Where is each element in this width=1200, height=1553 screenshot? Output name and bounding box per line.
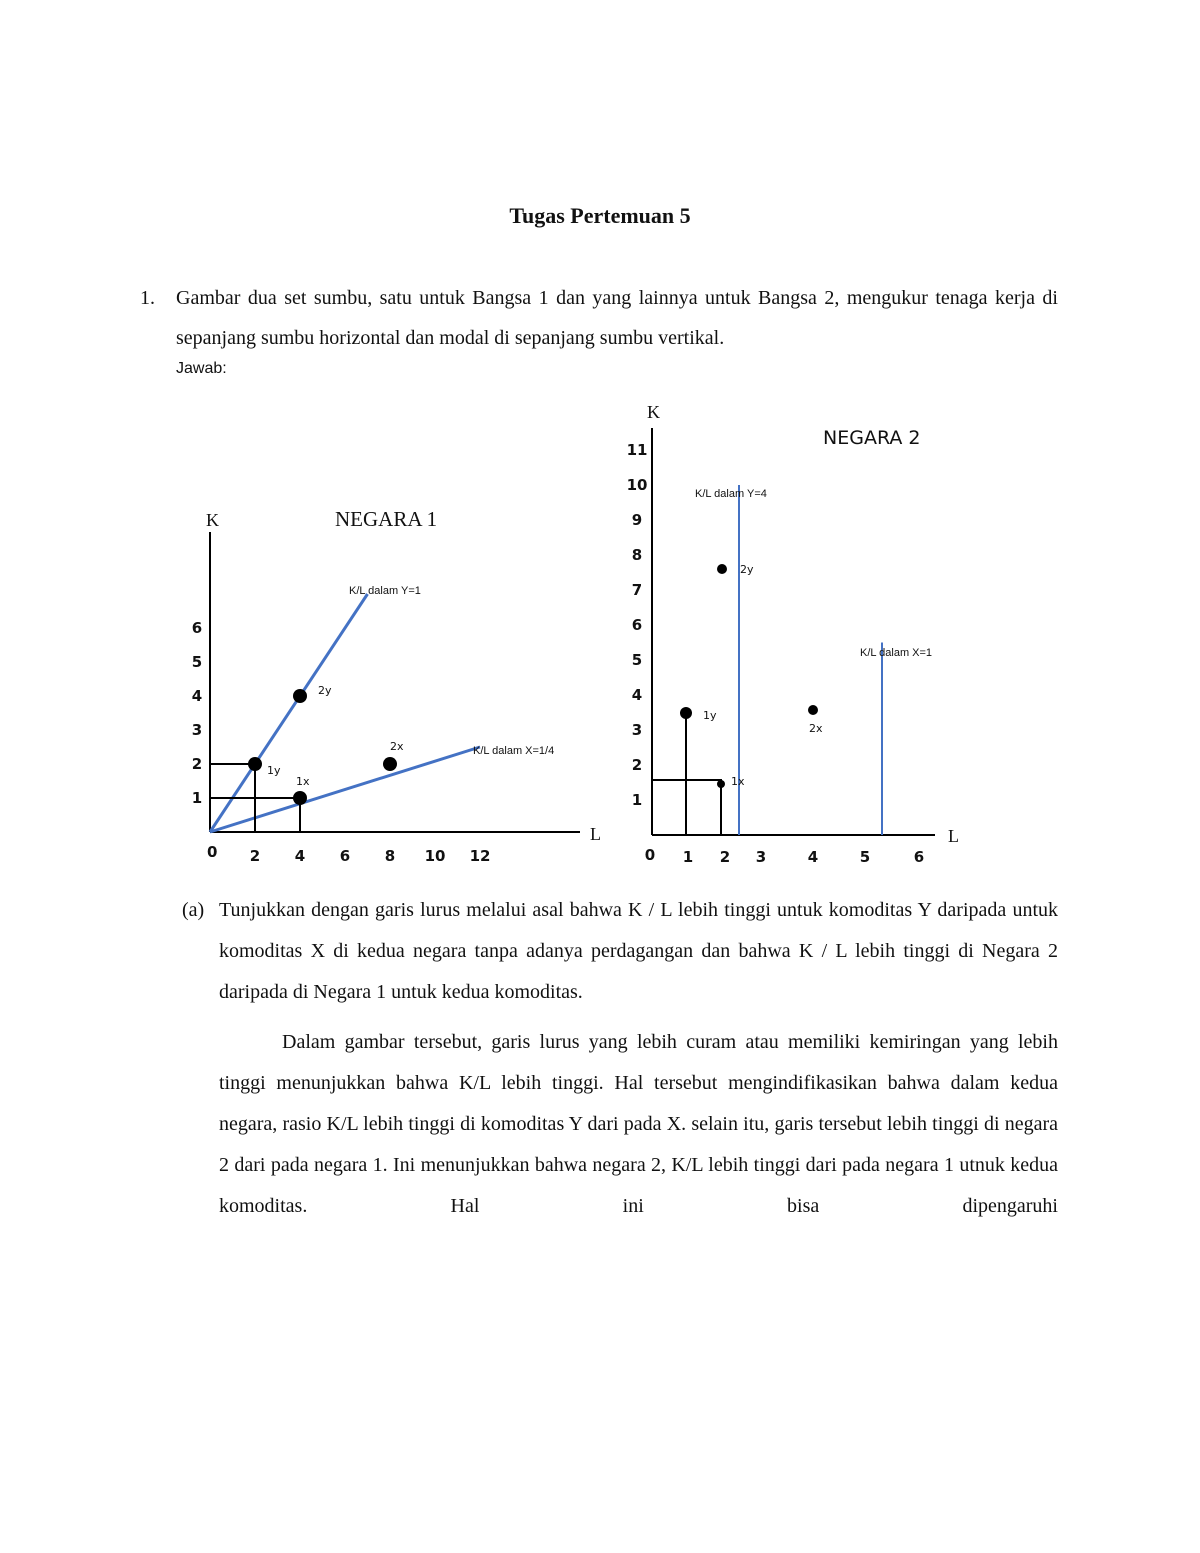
- x-axis-label: L: [948, 826, 959, 846]
- x-tick-label: 2: [249, 847, 261, 865]
- x-tick-label: 8: [384, 847, 396, 865]
- point-label-1x: 1x: [731, 775, 745, 788]
- data-point-2y: [717, 564, 727, 574]
- point-label-2y: 2y: [318, 684, 332, 697]
- data-point-2x: [808, 705, 818, 715]
- y-tick-label: 5: [191, 653, 203, 671]
- page-title: Tugas Pertemuan 5: [509, 203, 691, 228]
- x-tick-label: 12: [469, 847, 491, 865]
- point-label-2y: 2y: [740, 563, 754, 576]
- y-tick-label: 2: [191, 755, 203, 773]
- y-tick-label: 1: [191, 789, 203, 807]
- y-tick-label: 1: [631, 791, 643, 809]
- point-label-1y: 1y: [703, 709, 717, 722]
- series-label-x: K/L dalam X=1: [860, 647, 933, 659]
- y-tick-label: 2: [631, 756, 643, 774]
- x-tick-label: 10: [424, 847, 446, 865]
- y-tick-label: 3: [631, 721, 643, 739]
- data-point-1y: [680, 707, 692, 719]
- series-label-y: K/L dalam Y=4: [695, 488, 767, 500]
- chart-title: NEGARA 1: [335, 507, 438, 531]
- y-tick-label: 7: [631, 581, 643, 599]
- y-tick-label: 6: [631, 616, 643, 634]
- question-a-text: Tunjukkan dengan garis lurus melalui asal bahwa K / L lebih tinggi untuk komoditas Y daripada untuk komoditas X di kedua negara tanpa adanya perdagangan dan bahwa K / L lebih tinggi di Negara 2 daripada di Negara 1 untuk kedua komoditas.: [219, 899, 1058, 1003]
- y-tick-label: 4: [631, 686, 643, 704]
- x-tick-label: 2: [719, 848, 731, 866]
- x-tick-label: 5: [859, 848, 871, 866]
- y-tick-label: 6: [191, 619, 203, 637]
- question-a: [182, 890, 1058, 1013]
- y-tick-label: 4: [191, 687, 203, 705]
- origin-label: 0: [644, 846, 656, 864]
- x-tick-label: 6: [339, 847, 351, 865]
- point-label-1x: 1x: [296, 775, 310, 788]
- x-tick-label: 6: [913, 848, 925, 866]
- x-tick-label: 1: [682, 848, 694, 866]
- x-tick-label: 3: [755, 848, 767, 866]
- x-axis-label: L: [590, 824, 601, 844]
- question-a-label: (a): [182, 899, 205, 921]
- point-label-2x: 2x: [809, 722, 823, 735]
- data-point-1x: [717, 780, 725, 788]
- chart-title: NEGARA 2: [823, 427, 921, 449]
- x-tick-label: 4: [294, 847, 306, 865]
- y-tick-label: 5: [631, 651, 643, 669]
- y-axis-label: K: [647, 402, 660, 422]
- origin-label: 0: [207, 843, 218, 861]
- series-label-x: K/L dalam X=1/4: [473, 745, 555, 757]
- question-text: Gambar dua set sumbu, satu untuk Bangsa 1 dan yang lainnya untuk Bangsa 2, mengukur tenaga kerja di sepanjang sumbu horizontal dan modal di sepanjang sumbu vertikal.: [176, 287, 1058, 349]
- answer-a-paragraph: Dalam gambar tersebut, garis lurus yang lebih curam atau memiliki kemiringan yang lebih tinggi menunjukkan bahwa K/L lebih tinggi. Hal tersebut mengindifikasikan bahwa dalam kedua negara, rasio K/L lebih tinggi di komoditas Y dari pada X. selain itu, garis tersebut lebih tinggi di negara 2 dari pada negara 1. Ini menunjukkan bahwa negara 2, K/L lebih tinggi dari pada negara 1 utnuk kedua komoditas. Hal ini bisa dipengaruhi: [219, 1031, 1058, 1217]
- series-label-y: K/L dalam Y=1: [349, 585, 421, 597]
- question-number: 1.: [140, 287, 155, 309]
- y-tick-label: 9: [631, 511, 643, 529]
- y-tick-label: 8: [631, 546, 643, 564]
- y-tick-label: 3: [191, 721, 203, 739]
- y-axis-label: K: [206, 510, 219, 530]
- answer-label: Jawab:: [176, 360, 227, 377]
- y-tick-label: 10: [626, 476, 648, 494]
- y-tick-label: 11: [626, 441, 648, 459]
- point-label-2x: 2x: [390, 740, 404, 753]
- x-tick-label: 4: [807, 848, 819, 866]
- point-label-1y: 1y: [267, 764, 281, 777]
